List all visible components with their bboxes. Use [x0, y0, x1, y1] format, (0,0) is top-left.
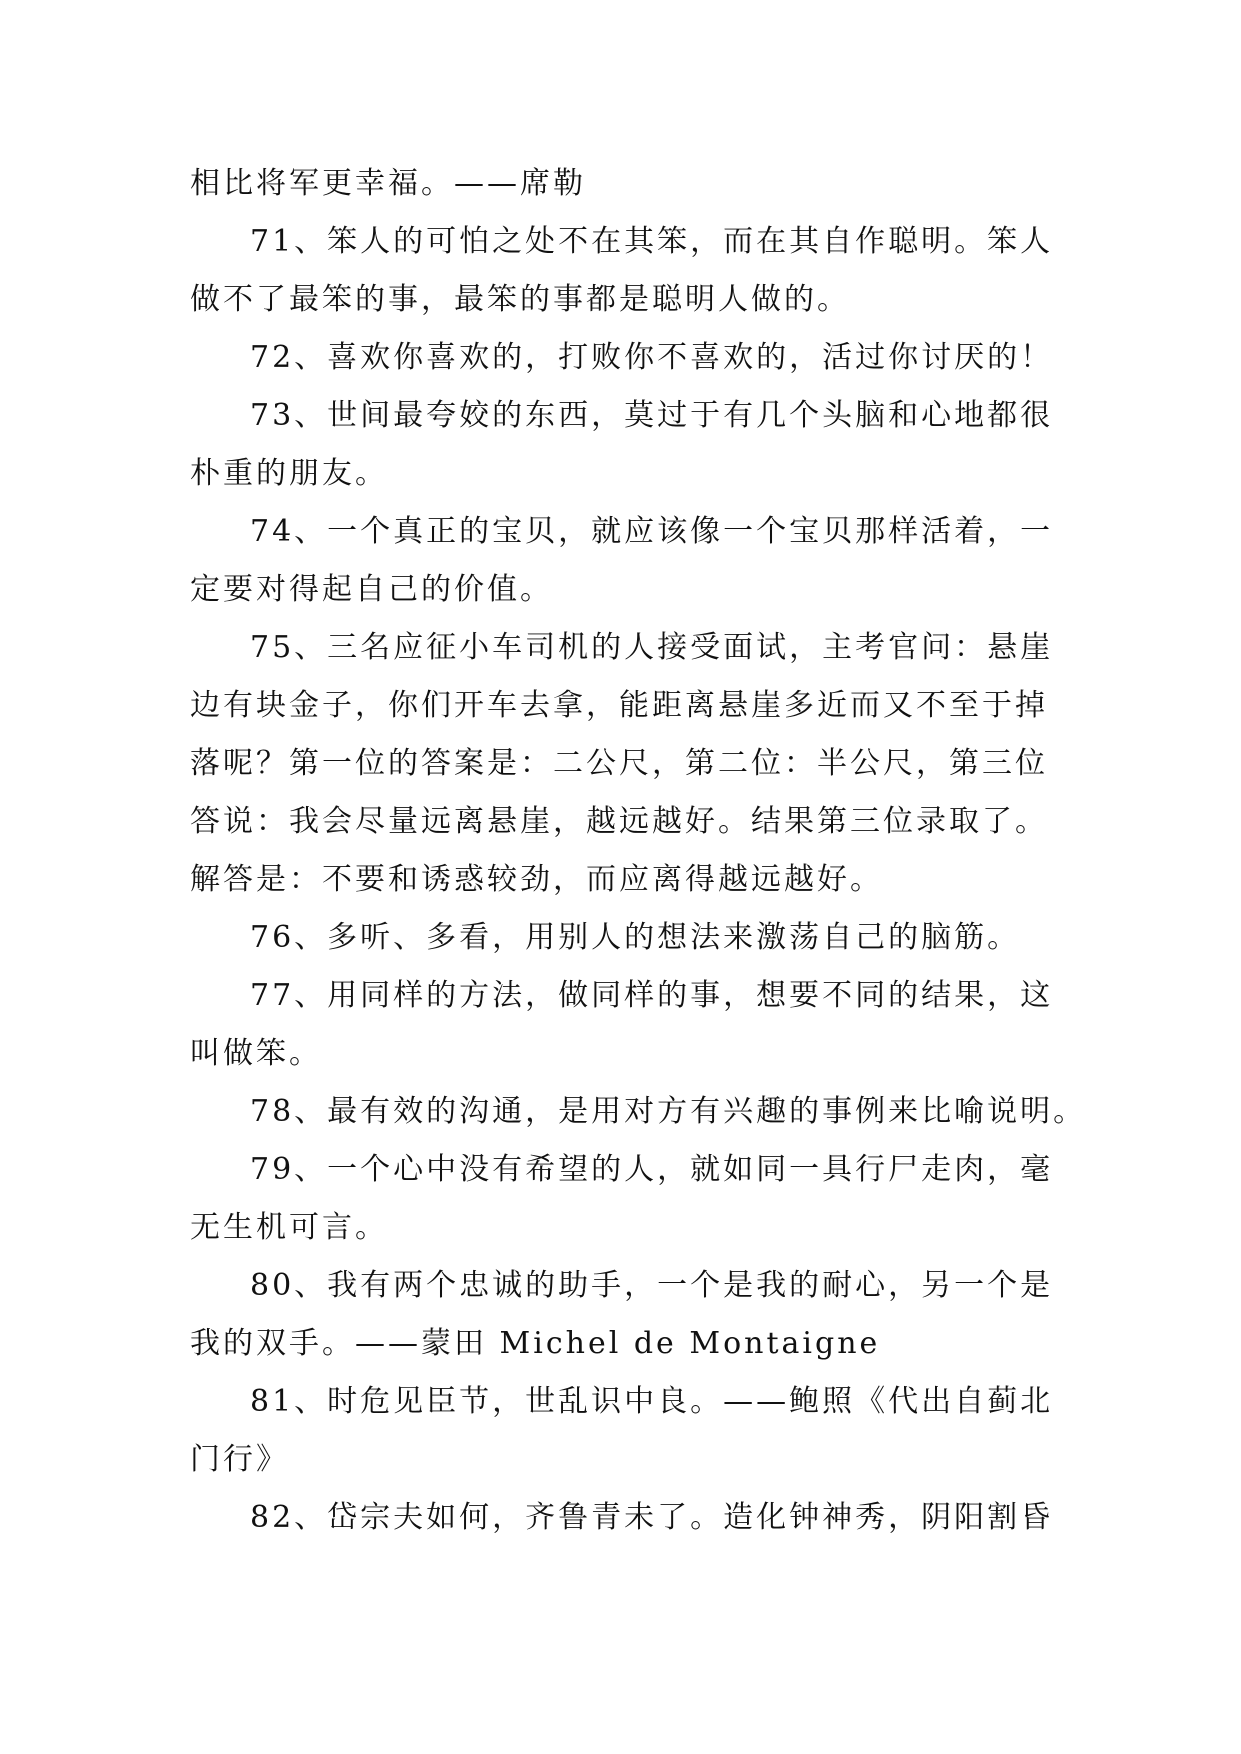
- text-line: 78、最有效的沟通，是用对方有兴趣的事例来比喻说明。: [250, 1094, 1087, 1129]
- text-line: 71、笨人的可怕之处不在其笨，而在其自作聪明。笨人: [250, 224, 1054, 259]
- text-line: 叫做笨。: [190, 1036, 322, 1071]
- text-line: 门行》: [190, 1442, 289, 1477]
- paragraph-79: [190, 1141, 1070, 1257]
- paragraph-77: [190, 967, 1070, 1083]
- paragraph-76: [190, 909, 1070, 967]
- paragraph-71: [190, 213, 1070, 329]
- text-line: 边有块金子，你们开车去拿，能距离悬崖多近而又不至于掉: [190, 688, 1048, 723]
- text-line: 75、三名应征小车司机的人接受面试，主考官问：悬崖: [250, 630, 1054, 665]
- text-line: 解答是：不要和诱惑较劲，而应离得越远越好。: [190, 862, 883, 897]
- text-line: 朴重的朋友。: [190, 456, 388, 491]
- text-line: 77、用同样的方法，做同样的事，想要不同的结果，这: [250, 978, 1054, 1013]
- text-line: 81、时危见臣节，世乱识中良。——鲍照《代出自蓟北: [250, 1384, 1054, 1419]
- paragraph-78: [190, 1083, 1087, 1141]
- paragraph-75: [190, 619, 1070, 909]
- text-line: 76、多听、多看，用别人的想法来激荡自己的脑筋。: [250, 920, 1021, 955]
- text-line: 74、一个真正的宝贝，就应该像一个宝贝那样活着，一: [250, 514, 1054, 549]
- text-line: 落呢？第一位的答案是：二公尺，第二位：半公尺，第三位: [190, 746, 1048, 781]
- text-line: 答说：我会尽量远离悬崖，越远越好。结果第三位录取了。: [190, 804, 1048, 839]
- text-line: 72、喜欢你喜欢的，打败你不喜欢的，活过你讨厌的！: [250, 340, 1054, 375]
- text-line: 73、世间最夸姣的东西，莫过于有几个头脑和心地都很: [250, 398, 1054, 433]
- paragraph-72: [190, 329, 1070, 387]
- paragraph-73: [190, 387, 1070, 503]
- text-line: 无生机可言。: [190, 1210, 388, 1245]
- text-line: 80、我有两个忠诚的助手，一个是我的耐心，另一个是: [250, 1268, 1054, 1303]
- paragraph-80: [190, 1257, 1070, 1373]
- paragraph-74: [190, 503, 1070, 619]
- text-line: 做不了最笨的事，最笨的事都是聪明人做的。: [190, 282, 850, 317]
- text-line: 82、岱宗夫如何，齐鲁青未了。造化钟神秀，阴阳割昏: [250, 1500, 1054, 1535]
- text-line: 定要对得起自己的价值。: [190, 572, 553, 607]
- paragraph-quote-end: [190, 155, 1070, 213]
- paragraph-82: [190, 1489, 1070, 1547]
- text-line: 我的双手。——蒙田 Michel de Montaigne: [190, 1326, 881, 1361]
- document-body: [190, 155, 1087, 1547]
- text-line: 相比将军更幸福。——席勒: [190, 166, 586, 201]
- paragraph-81: [190, 1373, 1070, 1489]
- text-line: 79、一个心中没有希望的人，就如同一具行尸走肉，毫: [250, 1152, 1054, 1187]
